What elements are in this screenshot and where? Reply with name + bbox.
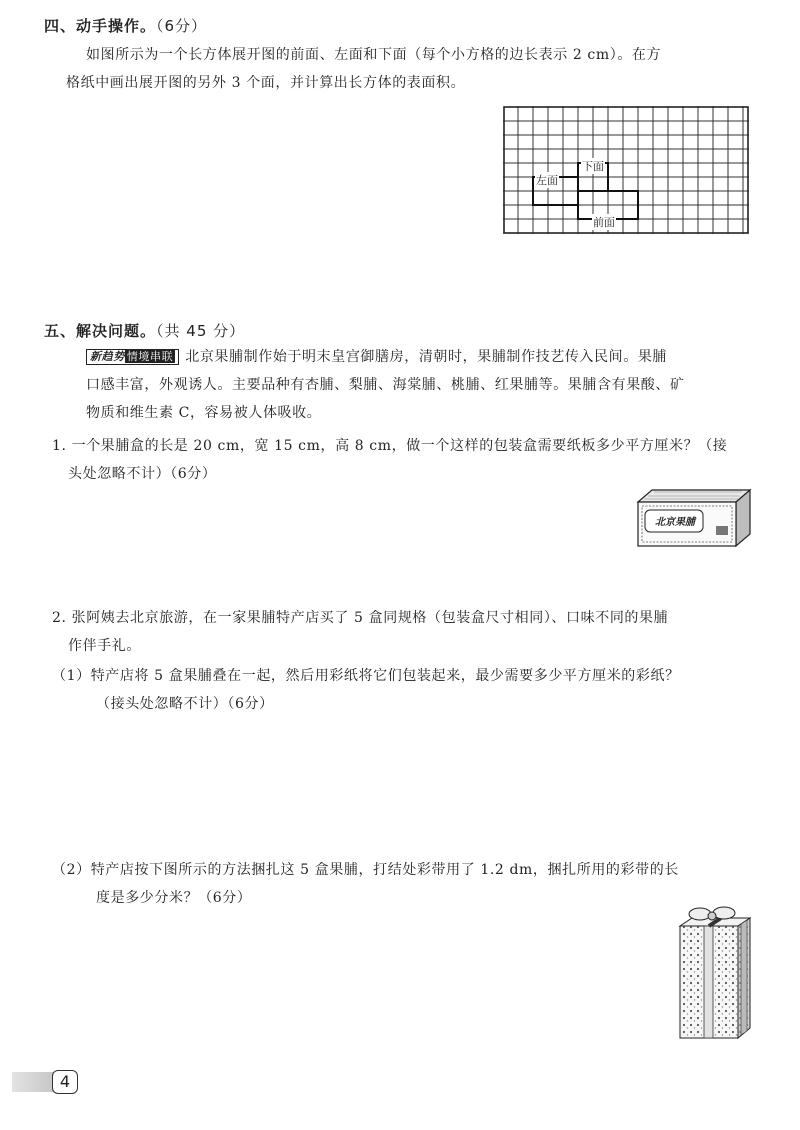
gift-box-stack-image [668,904,758,1044]
question-1-line-1: 1. 一个果脯盒的长是 20 cm，宽 15 cm，高 8 cm，做一个这样的包装盒需要纸板多少平方厘米？（接 [52,438,728,454]
badge-part-2: 情境串联 [126,350,174,363]
section-5-points: （共 45 分） [156,322,246,340]
question-2-1-line-1: （1）特产店将 5 盒果脯叠在一起，然后用彩纸将它们包装起来，最少需要多少平方厘米的彩纸？ [52,668,680,684]
badge-part-1: 新趋势 [90,350,125,363]
question-2-2-line-2: 度是多少分米？（6分） [96,890,252,906]
section-5-title: 五、解决问题。 [44,322,157,340]
question-2-line-2: 作伴手礼。 [68,638,141,654]
question-2-2-line-1: （2）特产店按下图所示的方法捆扎这 5 盒果脯，打结处彩带用了 1.2 dm，捆扎所用的彩带的长 [52,862,679,878]
section-4-title: 四、动手操作。 [44,17,157,35]
section-4-line-2: 格纸中画出展开图的另外 3 个面，并计算出长方体的表面积。 [66,75,466,91]
page-number: 4 [52,1070,78,1094]
intro-text-1: 北京果脯制作始于明末皇宫御膳房，清朝时，果脯制作技艺传入民间。果脯 [185,349,668,365]
question-2-line-1: 2. 张阿姨去北京旅游，在一家果脯特产店买了 5 盒同规格（包装盒尺寸相同）、口味不同的果脯 [52,610,669,626]
question-1-line-2: 头处忽略不计）（6分） [68,466,217,482]
intro-line-3: 物质和维生素 C，容易被人体吸收。 [86,405,322,421]
label-left-face: 左面 [536,174,558,187]
fruit-box-brand: 北京果脯 [655,517,695,528]
label-bottom-face: 下面 [582,160,604,173]
label-front-face: 前面 [593,216,615,229]
section-4-heading [44,15,207,36]
section-5-heading [44,320,245,341]
section-4-points: （6分） [156,17,208,35]
intro-line-2: 口感丰富，外观诱人。主要品种有杏脯、梨脯、海棠脯、桃脯、红果脯等。果脯含有果酸、矿 [86,377,685,393]
grid-paper [503,106,749,234]
intro-line-1 [86,345,667,369]
new-trend-badge [86,349,179,365]
section-4-line-1: 如图所示为一个长方体展开图的前面、左面和下面（每个小方格的边长表示 2 cm）。在方 [86,47,662,63]
question-2-1-line-2: （接头处忽略不计）（6分） [96,696,274,712]
